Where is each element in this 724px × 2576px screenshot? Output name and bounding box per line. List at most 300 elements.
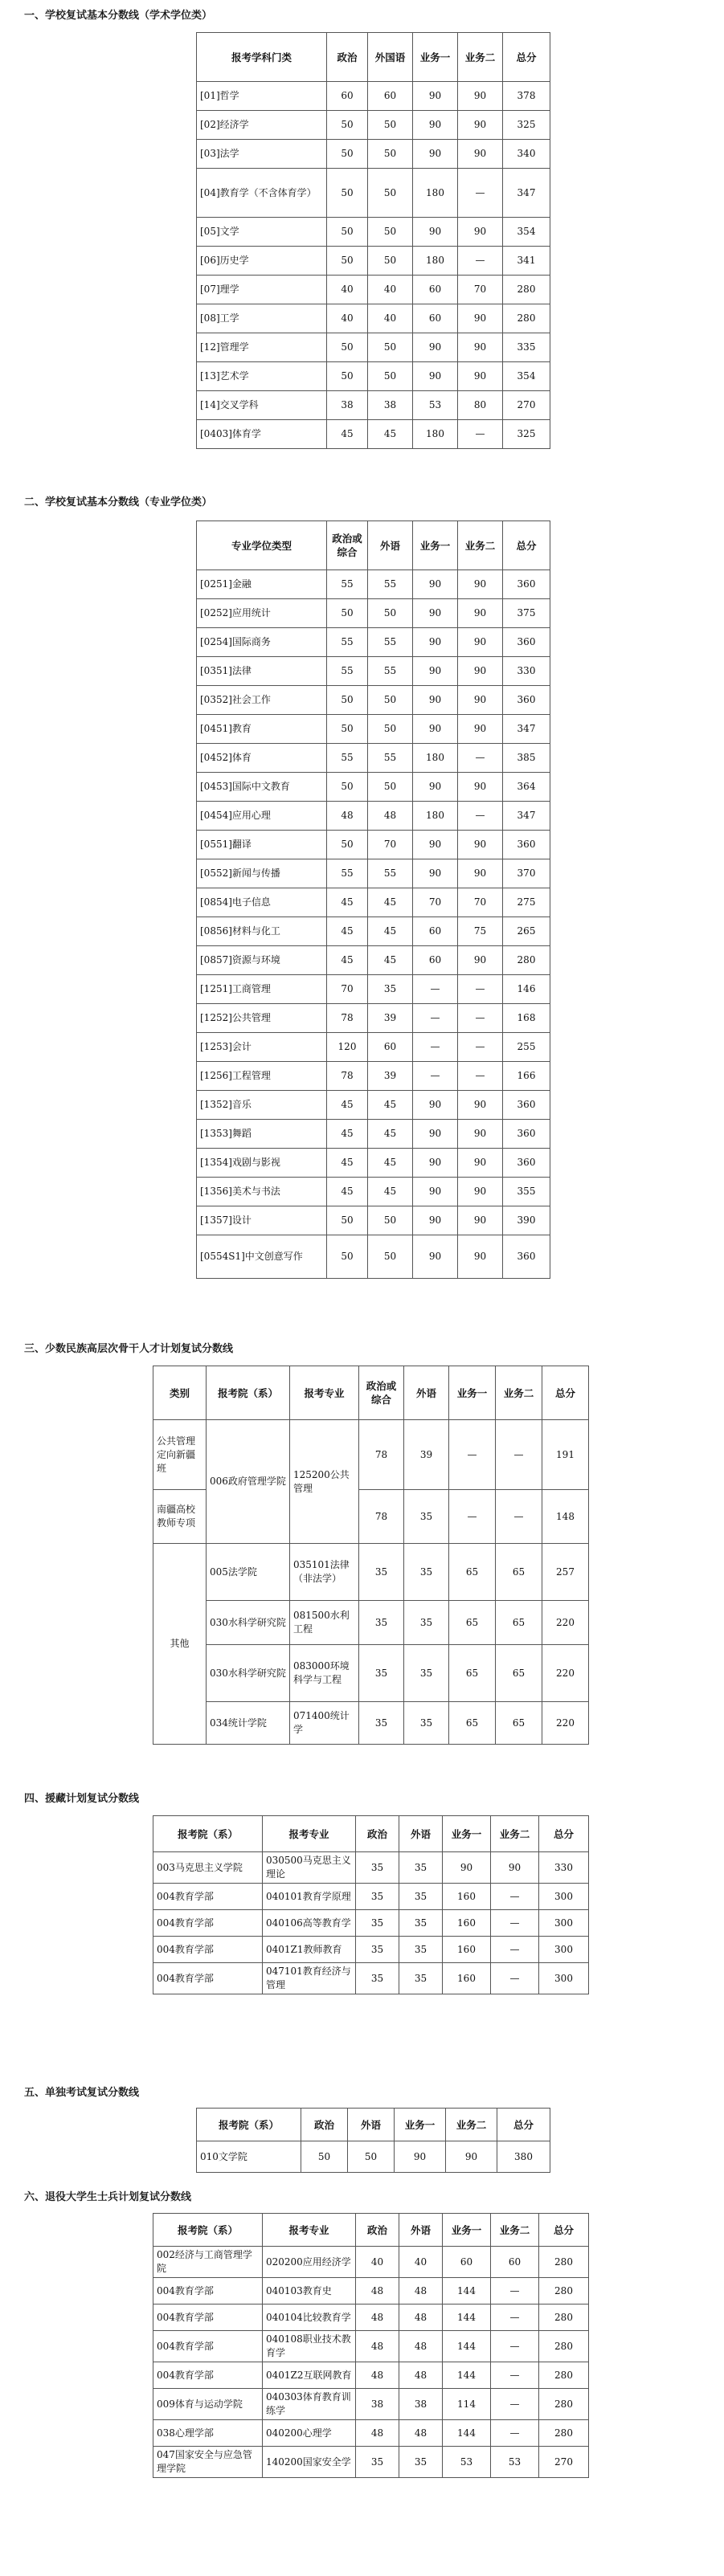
table-row xyxy=(153,1544,589,1601)
label-cell: 040303体育教育训练学 xyxy=(263,2389,356,2420)
score-cell: 50 xyxy=(368,773,413,802)
score-cell: 90 xyxy=(413,1206,458,1235)
score-cell: 48 xyxy=(399,2420,443,2447)
label-cell: 040103教育史 xyxy=(263,2278,356,2305)
score-cell: 53 xyxy=(443,2447,491,2478)
score-cell: 60 xyxy=(413,304,458,333)
score-cell: 50 xyxy=(327,686,368,715)
score-cell: 45 xyxy=(368,1091,413,1120)
score-cell: 60 xyxy=(491,2247,539,2278)
category-cell: 其他 xyxy=(153,1544,207,1745)
score-cell: 45 xyxy=(327,1091,368,1120)
header-cell: 政治或综合 xyxy=(359,1366,404,1420)
label-cell: 004教育学部 xyxy=(153,1910,263,1937)
score-cell: 90 xyxy=(395,2141,446,2173)
label-cell: 040101教育学原理 xyxy=(263,1884,356,1910)
table-row xyxy=(197,628,550,657)
score-cell: 50 xyxy=(327,773,368,802)
label-cell: 047101教育经济与管理 xyxy=(263,1963,356,1994)
score-cell: 90 xyxy=(458,333,503,362)
score-cell: 60 xyxy=(413,946,458,975)
score-cell: 40 xyxy=(327,304,368,333)
score-cell: 45 xyxy=(327,420,368,449)
score-cell: 35 xyxy=(356,1937,399,1963)
score-cell: 45 xyxy=(327,946,368,975)
table-row xyxy=(153,1702,589,1745)
table-header-row xyxy=(153,1366,589,1420)
score-cell: 347 xyxy=(503,802,550,831)
label-cell: [0352]社会工作 xyxy=(197,686,327,715)
label-cell: [04]教育学（不含体育学） xyxy=(197,169,327,218)
table-row xyxy=(197,362,550,391)
score-cell: 90 xyxy=(413,657,458,686)
score-cell: 45 xyxy=(327,1178,368,1206)
header-cell: 业务一 xyxy=(413,521,458,570)
header-cell: 外语 xyxy=(399,2214,443,2247)
label-cell: [1352]音乐 xyxy=(197,1091,327,1120)
score-cell: — xyxy=(491,2278,539,2305)
table-row xyxy=(197,2141,550,2173)
label-cell: 004教育学部 xyxy=(153,2331,263,2362)
score-cell: — xyxy=(496,1420,542,1490)
table-row xyxy=(197,831,550,859)
score-cell: 120 xyxy=(327,1033,368,1062)
label-cell: 004教育学部 xyxy=(153,1937,263,1963)
score-cell: 90 xyxy=(458,1206,503,1235)
score-cell: 360 xyxy=(503,686,550,715)
score-cell: 90 xyxy=(458,831,503,859)
score-cell: — xyxy=(491,2331,539,2362)
score-cell: 35 xyxy=(359,1544,404,1601)
label-cell: [0351]法律 xyxy=(197,657,327,686)
score-cell: 90 xyxy=(413,140,458,169)
header-cell: 业务一 xyxy=(443,1816,491,1852)
table-row xyxy=(197,975,550,1004)
score-cell: 48 xyxy=(399,2278,443,2305)
header-cell: 业务二 xyxy=(491,2214,539,2247)
major-cell: 071400统计学 xyxy=(290,1702,359,1745)
table-header-row xyxy=(197,33,550,82)
score-cell: 60 xyxy=(368,82,413,111)
score-cell: 90 xyxy=(458,599,503,628)
score-cell: 55 xyxy=(368,628,413,657)
score-cell: 50 xyxy=(368,1235,413,1279)
score-cell: 50 xyxy=(327,831,368,859)
label-cell: [06]历史学 xyxy=(197,247,327,276)
table-row xyxy=(197,657,550,686)
score-cell: 90 xyxy=(458,1149,503,1178)
table-row xyxy=(197,1178,550,1206)
score-cell: 48 xyxy=(356,2305,399,2331)
table-row xyxy=(197,859,550,888)
score-cell: 50 xyxy=(368,1206,413,1235)
score-cell: 90 xyxy=(458,686,503,715)
header-cell: 业务一 xyxy=(443,2214,491,2247)
label-cell: 040200心理学 xyxy=(263,2420,356,2447)
score-cell: 55 xyxy=(368,570,413,599)
dept-cell: 005法学院 xyxy=(207,1544,290,1601)
table-row xyxy=(153,2278,589,2305)
score-cell: — xyxy=(413,1033,458,1062)
score-cell: 90 xyxy=(491,1852,539,1884)
score-cell: 90 xyxy=(458,140,503,169)
label-cell: 0401Z2互联网教育 xyxy=(263,2362,356,2389)
score-cell: 45 xyxy=(327,1120,368,1149)
label-cell: 0401Z1教师教育 xyxy=(263,1937,356,1963)
table-header-row xyxy=(153,1816,589,1852)
label-cell: [0251]金融 xyxy=(197,570,327,599)
header-cell: 政治 xyxy=(356,1816,399,1852)
table-row xyxy=(197,420,550,449)
score-cell: 220 xyxy=(542,1645,589,1702)
score-cell: 60 xyxy=(368,1033,413,1062)
score-cell: 354 xyxy=(503,218,550,247)
score-cell: 280 xyxy=(539,2278,589,2305)
table-row xyxy=(153,1910,589,1937)
label-cell: 009体育与运动学院 xyxy=(153,2389,263,2420)
score-cell: 35 xyxy=(399,1852,443,1884)
label-cell: [0254]国际商务 xyxy=(197,628,327,657)
score-cell: 180 xyxy=(413,802,458,831)
score-cell: 45 xyxy=(327,917,368,946)
table-row xyxy=(153,2362,589,2389)
header-cell: 业务二 xyxy=(458,521,503,570)
table-row xyxy=(197,744,550,773)
label-cell: 004教育学部 xyxy=(153,1963,263,1994)
score-cell: 40 xyxy=(368,276,413,304)
score-cell: 160 xyxy=(443,1884,491,1910)
header-cell: 政治 xyxy=(327,33,368,82)
score-cell: 35 xyxy=(356,1852,399,1884)
score-cell: 90 xyxy=(458,946,503,975)
table-row xyxy=(197,304,550,333)
score-cell: 280 xyxy=(539,2420,589,2447)
major-cell: 125200公共管理 xyxy=(290,1420,359,1544)
label-cell: [02]经济学 xyxy=(197,111,327,140)
section-title-academic: 一、学校复试基本分数线（学术学位类） xyxy=(24,10,213,22)
table-row xyxy=(153,1884,589,1910)
score-cell: 35 xyxy=(356,1910,399,1937)
label-cell: 040106高等教育学 xyxy=(263,1910,356,1937)
score-cell: 50 xyxy=(301,2141,348,2173)
label-cell: 010文学院 xyxy=(197,2141,301,2173)
score-cell: 38 xyxy=(399,2389,443,2420)
table-row xyxy=(197,917,550,946)
professional-score-table xyxy=(196,521,550,1279)
score-cell: 220 xyxy=(542,1702,589,1745)
score-cell: 265 xyxy=(503,917,550,946)
major-cell: 081500水利工程 xyxy=(290,1601,359,1645)
score-cell: 50 xyxy=(368,247,413,276)
table-row xyxy=(197,715,550,744)
score-cell: 39 xyxy=(368,1062,413,1091)
header-cell: 外国语 xyxy=(368,33,413,82)
score-cell: 280 xyxy=(539,2362,589,2389)
score-cell: — xyxy=(491,2389,539,2420)
score-cell: — xyxy=(458,247,503,276)
table-row xyxy=(197,1235,550,1279)
section-title-professional: 二、学校复试基本分数线（专业学位类） xyxy=(24,496,213,508)
score-cell: 300 xyxy=(539,1910,589,1937)
score-cell: 35 xyxy=(359,1645,404,1702)
score-cell: 50 xyxy=(368,686,413,715)
score-cell: 90 xyxy=(413,333,458,362)
table-row xyxy=(197,888,550,917)
major-cell: 083000环境科学与工程 xyxy=(290,1645,359,1702)
score-cell: 180 xyxy=(413,247,458,276)
label-cell: [12]管理学 xyxy=(197,333,327,362)
score-cell: 35 xyxy=(399,1963,443,1994)
score-cell: 78 xyxy=(327,1062,368,1091)
category-cell: 公共管理定向新疆班 xyxy=(153,1420,207,1490)
score-cell: 90 xyxy=(413,599,458,628)
score-cell: 191 xyxy=(542,1420,589,1490)
label-cell: [0403]体育学 xyxy=(197,420,327,449)
label-cell: [05]文学 xyxy=(197,218,327,247)
score-cell: 53 xyxy=(491,2447,539,2478)
header-cell: 业务二 xyxy=(446,2109,497,2141)
label-cell: [1357]设计 xyxy=(197,1206,327,1235)
table-row xyxy=(197,140,550,169)
score-cell: 180 xyxy=(413,420,458,449)
score-cell: 90 xyxy=(458,304,503,333)
score-cell: 90 xyxy=(413,1149,458,1178)
score-cell: 90 xyxy=(443,1852,491,1884)
section-title-veteran: 六、退役大学生士兵计划复试分数线 xyxy=(24,2191,192,2203)
score-cell: 90 xyxy=(413,1178,458,1206)
score-cell: 330 xyxy=(503,657,550,686)
score-cell: — xyxy=(491,1910,539,1937)
table-row xyxy=(197,1062,550,1091)
score-cell: 40 xyxy=(327,276,368,304)
score-cell: 364 xyxy=(503,773,550,802)
score-cell: 75 xyxy=(458,917,503,946)
score-cell: 70 xyxy=(458,888,503,917)
header-cell: 业务一 xyxy=(449,1366,496,1420)
score-cell: — xyxy=(413,1062,458,1091)
section-title-separate-exam: 五、单独考试复试分数线 xyxy=(24,2087,140,2099)
table-row xyxy=(197,599,550,628)
score-cell: 180 xyxy=(413,169,458,218)
score-cell: 280 xyxy=(539,2389,589,2420)
table-row xyxy=(197,570,550,599)
category-cell: 南疆高校教师专项 xyxy=(153,1490,207,1544)
score-cell: 347 xyxy=(503,169,550,218)
score-cell: 48 xyxy=(356,2331,399,2362)
score-cell: — xyxy=(458,1062,503,1091)
header-cell: 报考专业 xyxy=(290,1366,359,1420)
score-cell: 35 xyxy=(399,1884,443,1910)
score-cell: 90 xyxy=(413,82,458,111)
label-cell: 030500马克思主义理论 xyxy=(263,1852,356,1884)
score-cell: 180 xyxy=(413,744,458,773)
section-title-tibet: 四、援藏计划复试分数线 xyxy=(24,1793,140,1805)
score-cell: 148 xyxy=(542,1490,589,1544)
header-cell: 类别 xyxy=(153,1366,207,1420)
score-cell: — xyxy=(491,2305,539,2331)
header-cell: 政治或综合 xyxy=(327,521,368,570)
table-row xyxy=(153,2247,589,2278)
label-cell: [0551]翻译 xyxy=(197,831,327,859)
score-cell: — xyxy=(449,1420,496,1490)
score-cell: — xyxy=(413,1004,458,1033)
score-cell: 90 xyxy=(458,362,503,391)
score-cell: 50 xyxy=(368,333,413,362)
score-cell: 65 xyxy=(496,1601,542,1645)
score-cell: 50 xyxy=(327,1206,368,1235)
score-cell: 39 xyxy=(404,1420,449,1490)
score-cell: 325 xyxy=(503,111,550,140)
score-cell: 65 xyxy=(449,1645,496,1702)
score-cell: 90 xyxy=(458,773,503,802)
score-cell: 144 xyxy=(443,2362,491,2389)
score-cell: 360 xyxy=(503,1091,550,1120)
label-cell: 004教育学部 xyxy=(153,2278,263,2305)
label-cell: [14]交叉学科 xyxy=(197,391,327,420)
header-cell: 业务一 xyxy=(413,33,458,82)
label-cell: 003马克思主义学院 xyxy=(153,1852,263,1884)
table-row xyxy=(197,946,550,975)
score-cell: 48 xyxy=(356,2362,399,2389)
label-cell: [1356]美术与书法 xyxy=(197,1178,327,1206)
header-cell: 报考学科门类 xyxy=(197,33,327,82)
score-cell: 55 xyxy=(368,657,413,686)
header-cell: 报考院（系） xyxy=(197,2109,301,2141)
score-cell: 341 xyxy=(503,247,550,276)
score-cell: 55 xyxy=(327,859,368,888)
score-cell: 300 xyxy=(539,1937,589,1963)
score-cell: — xyxy=(458,975,503,1004)
score-cell: 90 xyxy=(413,859,458,888)
score-cell: 35 xyxy=(359,1601,404,1645)
score-cell: — xyxy=(491,2362,539,2389)
score-cell: 55 xyxy=(327,744,368,773)
score-cell: 45 xyxy=(368,420,413,449)
score-cell: 48 xyxy=(399,2331,443,2362)
label-cell: [1354]戏剧与影视 xyxy=(197,1149,327,1178)
score-cell: 160 xyxy=(443,1963,491,1994)
score-cell: 90 xyxy=(458,859,503,888)
table-row xyxy=(153,1645,589,1702)
score-cell: 90 xyxy=(413,715,458,744)
professional-table-body xyxy=(197,570,550,1279)
score-cell: 220 xyxy=(542,1601,589,1645)
header-cell: 总分 xyxy=(539,2214,589,2247)
table-header-row xyxy=(197,2109,550,2141)
label-cell: [0552]新闻与传播 xyxy=(197,859,327,888)
dept-cell: 030水科学研究院 xyxy=(207,1601,290,1645)
score-cell: 90 xyxy=(458,82,503,111)
score-cell: 90 xyxy=(413,1120,458,1149)
table-row xyxy=(197,276,550,304)
score-cell: — xyxy=(491,2420,539,2447)
label-cell: [0452]体育 xyxy=(197,744,327,773)
score-cell: 50 xyxy=(368,218,413,247)
header-cell: 业务二 xyxy=(496,1366,542,1420)
score-cell: — xyxy=(449,1490,496,1544)
score-cell: 90 xyxy=(458,657,503,686)
table-row xyxy=(153,1852,589,1884)
score-cell: 55 xyxy=(368,859,413,888)
score-cell: 90 xyxy=(458,218,503,247)
score-cell: 300 xyxy=(539,1963,589,1994)
score-cell: 35 xyxy=(356,2447,399,2478)
score-cell: 55 xyxy=(327,570,368,599)
table-header-row xyxy=(153,2214,589,2247)
score-cell: 48 xyxy=(356,2420,399,2447)
table-row xyxy=(197,169,550,218)
table-row xyxy=(197,1206,550,1235)
score-cell: 40 xyxy=(368,304,413,333)
score-cell: 78 xyxy=(359,1490,404,1544)
score-cell: 48 xyxy=(368,802,413,831)
score-cell: — xyxy=(458,420,503,449)
score-cell: 35 xyxy=(399,1937,443,1963)
score-cell: 90 xyxy=(413,1091,458,1120)
score-cell: 330 xyxy=(539,1852,589,1884)
score-cell: 45 xyxy=(368,917,413,946)
score-cell: 90 xyxy=(413,686,458,715)
score-cell: 390 xyxy=(503,1206,550,1235)
header-cell: 报考院（系） xyxy=(153,1816,263,1852)
score-cell: 360 xyxy=(503,1235,550,1279)
score-cell: 70 xyxy=(368,831,413,859)
score-cell: 38 xyxy=(368,391,413,420)
score-cell: 60 xyxy=(413,276,458,304)
label-cell: [03]法学 xyxy=(197,140,327,169)
score-cell: 60 xyxy=(327,82,368,111)
header-cell: 报考专业 xyxy=(263,2214,356,2247)
score-cell: 90 xyxy=(458,1235,503,1279)
score-cell: 45 xyxy=(327,1149,368,1178)
label-cell: [1256]工程管理 xyxy=(197,1062,327,1091)
score-cell: 50 xyxy=(327,333,368,362)
score-cell: 335 xyxy=(503,333,550,362)
label-cell: [1251]工商管理 xyxy=(197,975,327,1004)
score-cell: 280 xyxy=(539,2331,589,2362)
score-cell: 90 xyxy=(458,628,503,657)
major-cell: 035101法律（非法学） xyxy=(290,1544,359,1601)
score-cell: 300 xyxy=(539,1884,589,1910)
table-row xyxy=(153,2305,589,2331)
score-cell: 50 xyxy=(327,715,368,744)
table-row xyxy=(197,1120,550,1149)
score-cell: — xyxy=(458,169,503,218)
header-cell: 总分 xyxy=(539,1816,589,1852)
score-cell: 50 xyxy=(368,140,413,169)
score-cell: — xyxy=(496,1490,542,1544)
score-cell: 355 xyxy=(503,1178,550,1206)
label-cell: [13]艺术学 xyxy=(197,362,327,391)
score-cell: 280 xyxy=(539,2305,589,2331)
table-row xyxy=(197,1149,550,1178)
header-cell: 报考专业 xyxy=(263,1816,356,1852)
score-cell: 48 xyxy=(399,2305,443,2331)
minority-table-body xyxy=(153,1420,589,1745)
header-cell: 外语 xyxy=(399,1816,443,1852)
score-cell: 90 xyxy=(458,111,503,140)
label-cell: 002经济与工商管理学院 xyxy=(153,2247,263,2278)
table-row xyxy=(197,247,550,276)
score-cell: 255 xyxy=(503,1033,550,1062)
label-cell: [0252]应用统计 xyxy=(197,599,327,628)
score-cell: 50 xyxy=(368,362,413,391)
score-cell: 370 xyxy=(503,859,550,888)
score-cell: 160 xyxy=(443,1910,491,1937)
score-cell: 50 xyxy=(327,362,368,391)
header-cell: 报考院（系） xyxy=(207,1366,290,1420)
score-cell: 65 xyxy=(496,1645,542,1702)
